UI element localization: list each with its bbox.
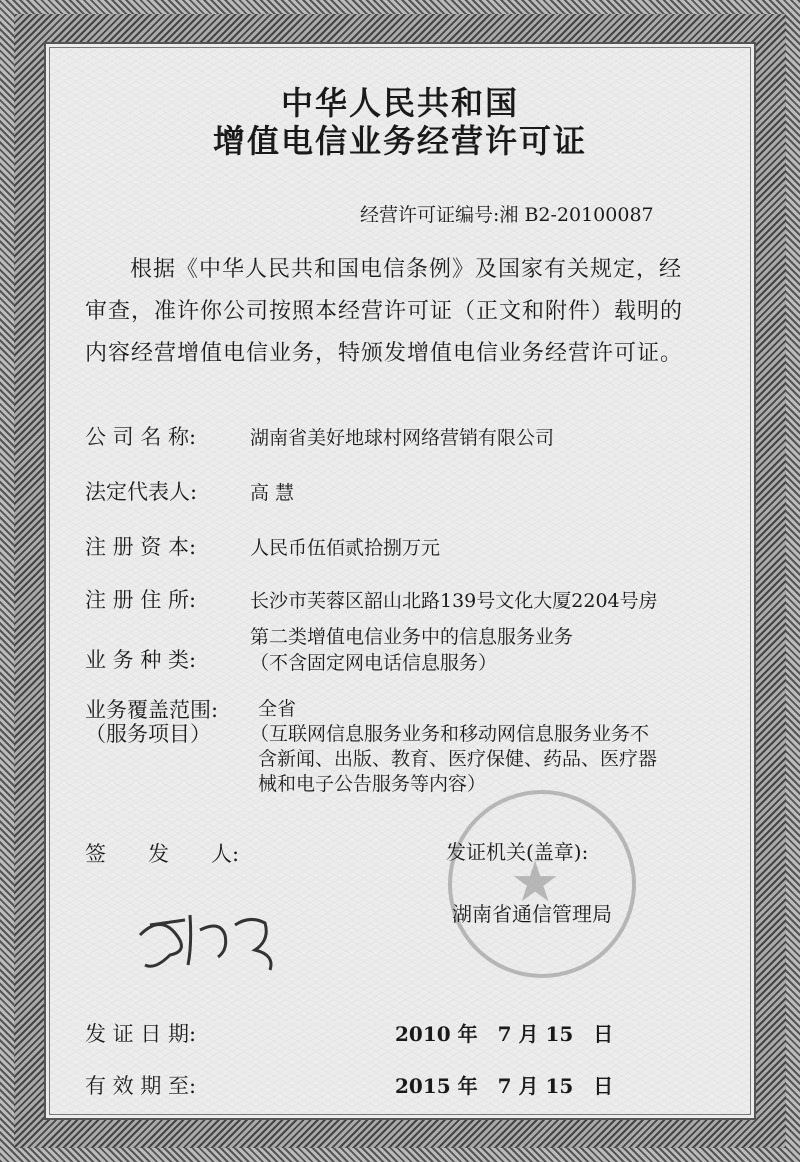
type-value-1: 第二类增值电信业务中的信息服务业务	[250, 626, 574, 648]
capital-value: 人民币伍佰贰拾捌万元	[250, 537, 441, 559]
address-value: 长沙市芙蓉区韶山北路139号文化大厦2204号房	[250, 590, 658, 612]
scope-label-2: （服务项目）	[85, 722, 211, 746]
issue-date: 2010 年 7 月 15 日	[395, 1022, 614, 1046]
scope-value-1: 全省	[258, 698, 297, 720]
seal-star-icon: ★	[510, 850, 561, 915]
type-value-2: （不含固定网电话信息服务）	[250, 652, 498, 674]
scope-value-4: 械和电子公告服务等内容）	[258, 773, 487, 795]
type-label: 业 务 种 类:	[85, 648, 197, 672]
paragraph-line: 内容经营增值电信业务，特颁发增值电信业务经营许可证。	[85, 341, 684, 366]
scope-label-1: 业务覆盖范围:	[85, 698, 219, 722]
signer-label: 签 发 人:	[85, 842, 240, 866]
scope-value-2: （互联网信息服务业务和移动网信息服务业务不	[250, 723, 650, 745]
handwritten-signature	[130, 895, 300, 975]
capital-label: 注 册 资 本:	[85, 535, 197, 559]
authority-label: 发证机关(盖章):	[446, 840, 589, 864]
rep-label: 法定代表人:	[85, 480, 198, 504]
address-label: 注 册 住 所:	[85, 588, 197, 612]
paragraph-line: 根据《中华人民共和国电信条例》及国家有关规定，经	[130, 257, 683, 282]
issue-date-label: 发 证 日 期:	[85, 1022, 197, 1046]
paragraph-line: 审查，准许你公司按照本经营许可证（正文和附件）载明的	[85, 299, 684, 324]
company-value: 湖南省美好地球村网络营销有限公司	[250, 427, 555, 449]
permit-number: 经营许可证编号:湘 B2-20100087	[360, 204, 654, 226]
title-line-2: 增值电信业务经营许可证	[212, 122, 587, 160]
company-label: 公 司 名 称:	[85, 425, 197, 449]
expiry-date: 2015 年 7 月 15 日	[395, 1074, 614, 1098]
scope-value-3: 含新闻、出版、教育、医疗保健、药品、医疗器	[258, 748, 658, 770]
authority-name: 湖南省通信管理局	[452, 902, 612, 926]
expiry-date-label: 有 效 期 至:	[85, 1074, 197, 1098]
title-line-1: 中华人民共和国	[280, 84, 519, 122]
rep-value: 高 慧	[250, 482, 295, 504]
